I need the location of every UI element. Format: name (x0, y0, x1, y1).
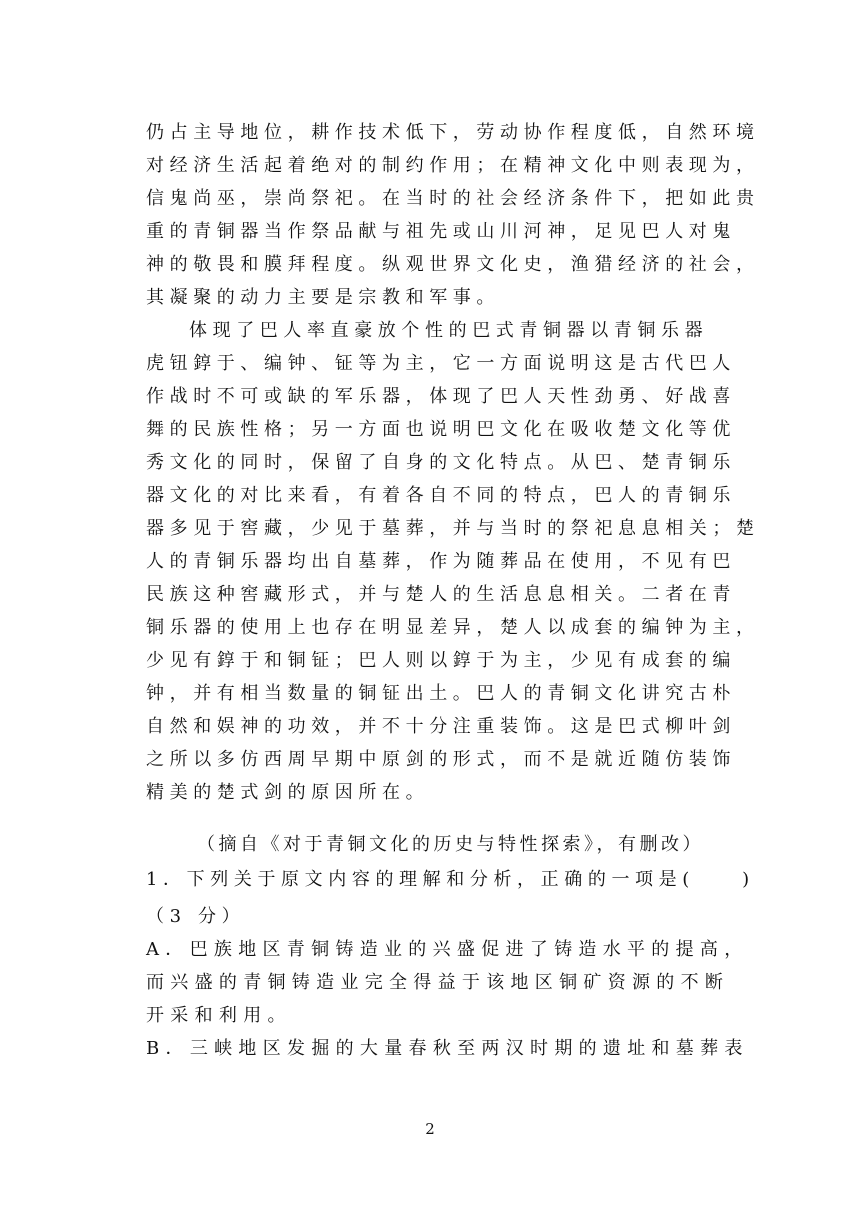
text-line: 钟，并有相当数量的铜钲出土。巴人的青铜文化讲究古朴 (146, 683, 736, 704)
text-line: 其凝聚的动力主要是宗教和军事。 (146, 287, 500, 308)
option-a-continued: 而兴盛的青铜铸造业完全得益于该地区铜矿资源的不断 (146, 972, 730, 993)
text-line: 民族这种窖藏形式，并与楚人的生活息息相关。二者在青 (146, 584, 736, 605)
option-a-continued: 开采和利用。 (146, 1005, 292, 1026)
text-line: 器文化的对比来看，有着各自不同的特点，巴人的青铜乐 (146, 485, 736, 506)
text-line: 人的青铜乐器均出自墓葬，作为随葬品在使用，不见有巴 (146, 551, 736, 572)
text-line: 虎钮錞于、编钟、钲等为主，它一方面说明这是古代巴人 (146, 353, 736, 374)
text-line: 神的敬畏和膜拜程度。纵观世界文化史，渔猎经济的社会， (146, 254, 760, 275)
source-citation: （摘自《对于青铜文化的历史与特性探索》，有删改） (197, 834, 704, 855)
text-line: 精美的楚式剑的原因所在。 (146, 782, 430, 803)
text-line: 作战时不可或缺的军乐器，体现了巴人天性劲勇、好战喜 (146, 386, 736, 407)
page-number: 2 (425, 1120, 435, 1138)
text-line: 少见有錞于和铜钲；巴人则以錞于为主，少见有成套的编 (146, 650, 736, 671)
option-a: A．巴族地区青铜铸造业的兴盛促进了铸造水平的提高， (146, 939, 749, 960)
text-line: 铜乐器的使用上也存在明显差异，楚人以成套的编钟为主， (146, 617, 760, 638)
text-line: 仍占主导地位，耕作技术低下，劳动协作程度低，自然环境 (146, 122, 760, 143)
question-stem: 1．下列关于原文内容的理解和分析，正确的一项是( ) (146, 869, 755, 890)
text-line: 重的青铜器当作祭品献与祖先或山川河神，足见巴人对鬼 (146, 221, 736, 242)
score-note: （3 分） (146, 906, 246, 927)
text-line: 舞的民族性格；另一方面也说明巴文化在吸收楚文化等优 (146, 419, 736, 440)
text-line: 信鬼尚巫，崇尚祭祀。在当时的社会经济条件下，把如此贵 (146, 188, 760, 209)
text-line: 器多见于窖藏，少见于墓葬，并与当时的祭祀息息相关；楚 (146, 518, 760, 539)
option-b: B．三峡地区发掘的大量春秋至两汉时期的遗址和墓葬表 (146, 1038, 749, 1059)
text-line: 自然和娱神的功效，并不十分注重装饰。这是巴式柳叶剑 (146, 716, 736, 737)
paragraph-first-line: 体现了巴人率直豪放个性的巴式青铜器以青铜乐器 (189, 320, 709, 341)
text-line: 之所以多仿西周早期中原剑的形式，而不是就近随仿装饰 (146, 749, 736, 770)
text-line: 对经济生活起着绝对的制约作用；在精神文化中则表现为， (146, 155, 760, 176)
text-line: 秀文化的同时，保留了自身的文化特点。从巴、楚青铜乐 (146, 452, 736, 473)
